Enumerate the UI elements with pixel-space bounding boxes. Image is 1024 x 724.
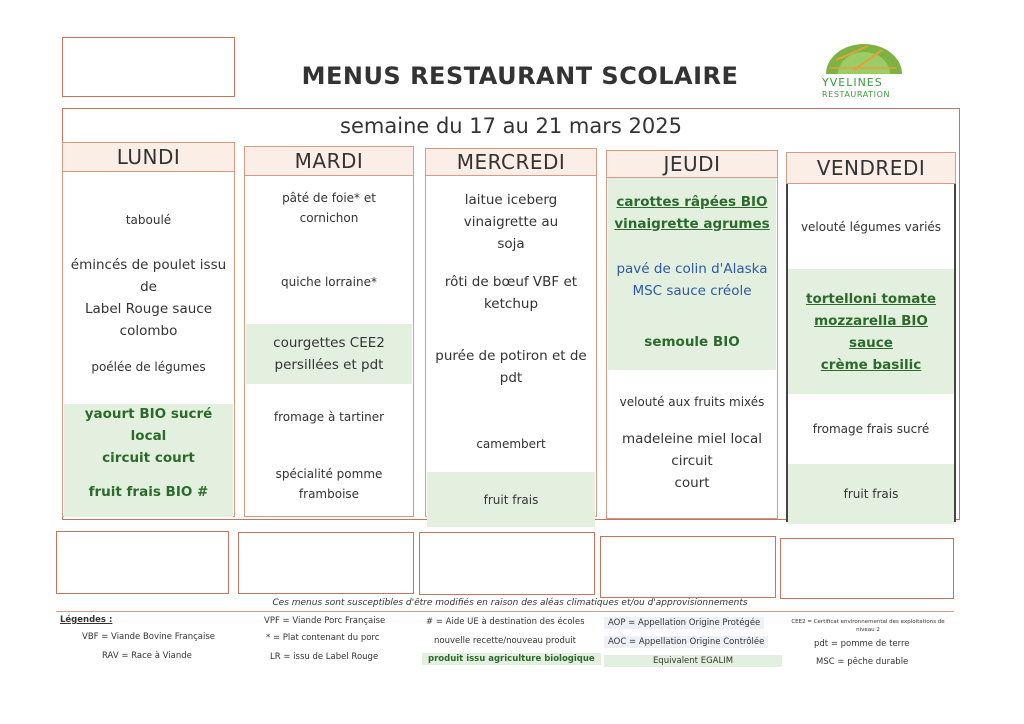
menu-item-text (273, 332, 385, 376)
menu-item-text (614, 428, 770, 494)
menu-item-text (126, 210, 171, 230)
menu-item-line: pâté de foie* et cornichon (282, 191, 376, 225)
menu-item-text (70, 403, 227, 469)
menu-item-line: yaourt BIO sucré local (84, 405, 213, 444)
menu-item-line: court (674, 475, 710, 491)
menu-item-jeudi-1 (608, 178, 776, 247)
legend-vbf: VBF = Viande Bovine Française (82, 632, 215, 642)
disclaimer-note: Ces menus sont susceptibles d'être modifiés en raison des aléas climatiques et/ou d'approvisionnements (272, 598, 748, 608)
logo-text-yvelines: YVELINES (822, 76, 883, 89)
day-header-lundi: LUNDI (62, 142, 235, 172)
menu-item-text (433, 189, 589, 255)
menu-item-line: taboulé (125, 212, 172, 227)
legend-bio: produit issu agriculture biologique (422, 653, 601, 665)
menu-item-mercredi-1 (427, 176, 595, 268)
menu-item-line: fromage frais sucré (812, 422, 930, 436)
menu-item-line: mozzarella BIO sauce (814, 312, 928, 351)
day-header-mercredi: MERCREDI (425, 148, 597, 176)
menu-item-text (476, 434, 545, 454)
legend-vpf: VPF = Viande Porc Française (264, 616, 386, 626)
logo-text-restauration: RESTAURATION (822, 90, 891, 99)
menu-item-line: ketchup (483, 296, 539, 312)
menu-item-vendredi-1 (788, 184, 954, 269)
menu-item-lundi-4 (64, 404, 233, 467)
menu-item-line: soja (497, 236, 525, 252)
menu-item-mercredi-4 (427, 416, 595, 472)
page-title: MENUS RESTAURANT SCOLAIRE (301, 62, 739, 90)
menu-item-line: fromage à tartiner (273, 410, 385, 424)
legend-pdt: pdt = pomme de terre (814, 639, 910, 649)
menu-item-text (91, 357, 205, 377)
notes-box-2 (238, 532, 414, 594)
menu-item-line: pdt (499, 370, 523, 386)
menu-item-line: spécialité pomme framboise (275, 466, 383, 501)
menu-item-line: circuit court (102, 449, 195, 466)
menu-item-line: courgettes CEE2 (273, 335, 385, 351)
menu-item-text (614, 191, 769, 235)
menu-item-text (281, 272, 377, 292)
menu-item-line: persillées et pdt (274, 357, 384, 373)
menu-item-text (89, 481, 209, 503)
legend-aoc: AOC = Appellation Origine Contrôlée (604, 636, 768, 648)
menu-item-lundi-3 (64, 329, 233, 404)
menu-item-line: fruit frais (483, 492, 539, 507)
menu-item-vendredi-2 (788, 269, 954, 394)
legend-cee2: CEE2 = Certificat environnemental des exploitations de niveau 2 (791, 619, 945, 633)
notes-box-3 (419, 532, 595, 595)
menu-item-mardi-4 (246, 384, 412, 450)
menu-item-text (813, 419, 930, 439)
menu-item-line: MSC sauce créole (632, 283, 752, 299)
menu-item-line: vinaigrette agrumes (614, 215, 770, 232)
menu-item-mercredi-2 (427, 268, 595, 318)
menu-item-text (484, 490, 539, 510)
notes-box-5 (780, 538, 954, 599)
menu-item-line: camembert (476, 437, 546, 451)
legend-msc: MSC = pêche durable (816, 657, 909, 667)
legend-nouveau: nouvelle recette/nouveau produit (434, 636, 577, 646)
menu-item-vendredi-3 (788, 394, 954, 464)
menu-item-line: madeleine miel local circuit (622, 431, 762, 469)
day-header-jeudi: JEUDI (606, 150, 778, 178)
menu-item-line: velouté aux fruits mixés (619, 394, 765, 409)
menu-item-text (435, 345, 586, 389)
menu-item-text (445, 271, 577, 315)
menu-item-line: velouté légumes variés (800, 219, 942, 234)
menu-item-line: pavé de colin d'Alaska (616, 261, 768, 277)
menu-item-jeudi-4 (608, 370, 776, 433)
menu-item-text (252, 464, 406, 504)
notes-box-1 (56, 531, 229, 594)
menu-item-jeudi-3 (608, 313, 776, 370)
menu-item-text (620, 392, 765, 412)
menu-item-text (616, 258, 767, 302)
menu-item-line: crème basilic (820, 356, 922, 373)
legend-aop: AOP = Appellation Origine Protégée (604, 617, 764, 629)
menu-item-lundi-5 (64, 467, 233, 517)
menu-item-mardi-3 (246, 324, 412, 384)
menu-item-line: Label Rouge sauce colombo (84, 301, 213, 339)
legend-lr: LR = issu de Label Rouge (270, 652, 379, 662)
menu-item-text (801, 217, 941, 237)
menu-item-jeudi-5 (608, 433, 776, 489)
menu-item-mardi-1 (246, 176, 412, 240)
legend-rav: RAV = Race à Viande (102, 651, 192, 661)
menu-item-lundi-1 (64, 172, 233, 267)
notes-box-4 (600, 536, 776, 598)
menu-item-line: purée de potiron et de (435, 348, 587, 364)
menu-item-mercredi-3 (427, 318, 595, 416)
menu-item-mardi-2 (246, 240, 412, 324)
menu-item-line: rôti de bœuf VBF et (444, 274, 578, 290)
menu-item-mercredi-5 (427, 472, 595, 527)
menu-item-mardi-5 (246, 450, 412, 517)
legend-porc: * = Plat contenant du porc (266, 633, 380, 643)
legend-aide: # = Aide UE à destination des écoles (426, 617, 585, 627)
menu-item-vendredi-4 (788, 464, 954, 524)
week-label: semaine du 17 au 21 mars 2025 (340, 114, 682, 138)
menu-item-line: fruit frais (843, 487, 899, 501)
legend-egalim: Equivalent EGALIM (604, 655, 782, 667)
menu-item-lundi-2 (64, 257, 233, 339)
legend-title: Légendes : (60, 615, 113, 625)
legend (56, 611, 954, 671)
menu-item-jeudi-2 (608, 247, 776, 313)
menu-item-line: poélée de légumes (91, 359, 206, 374)
menu-item-line: tortelloni tomate (806, 290, 936, 307)
top-left-box (62, 37, 235, 97)
menu-item-line: émincés de poulet issu de (70, 257, 227, 295)
menu-item-line: laitue iceberg vinaigrette au (463, 192, 559, 230)
day-header-vendredi: VENDREDI (786, 152, 956, 184)
menu-item-text (794, 288, 948, 376)
day-header-mardi: MARDI (244, 146, 414, 176)
menu-item-line: carottes râpées BIO (616, 193, 768, 210)
menu-item-text (644, 331, 739, 353)
menu-item-text (274, 407, 384, 427)
menu-item-text (252, 188, 406, 228)
menu-item-line: quiche lorraine* (281, 275, 377, 289)
menu-item-line: semoule BIO (644, 333, 740, 350)
yvelines-logo (808, 40, 918, 104)
menu-item-line: fruit frais BIO # (88, 484, 209, 500)
menu-item-text (844, 484, 899, 504)
